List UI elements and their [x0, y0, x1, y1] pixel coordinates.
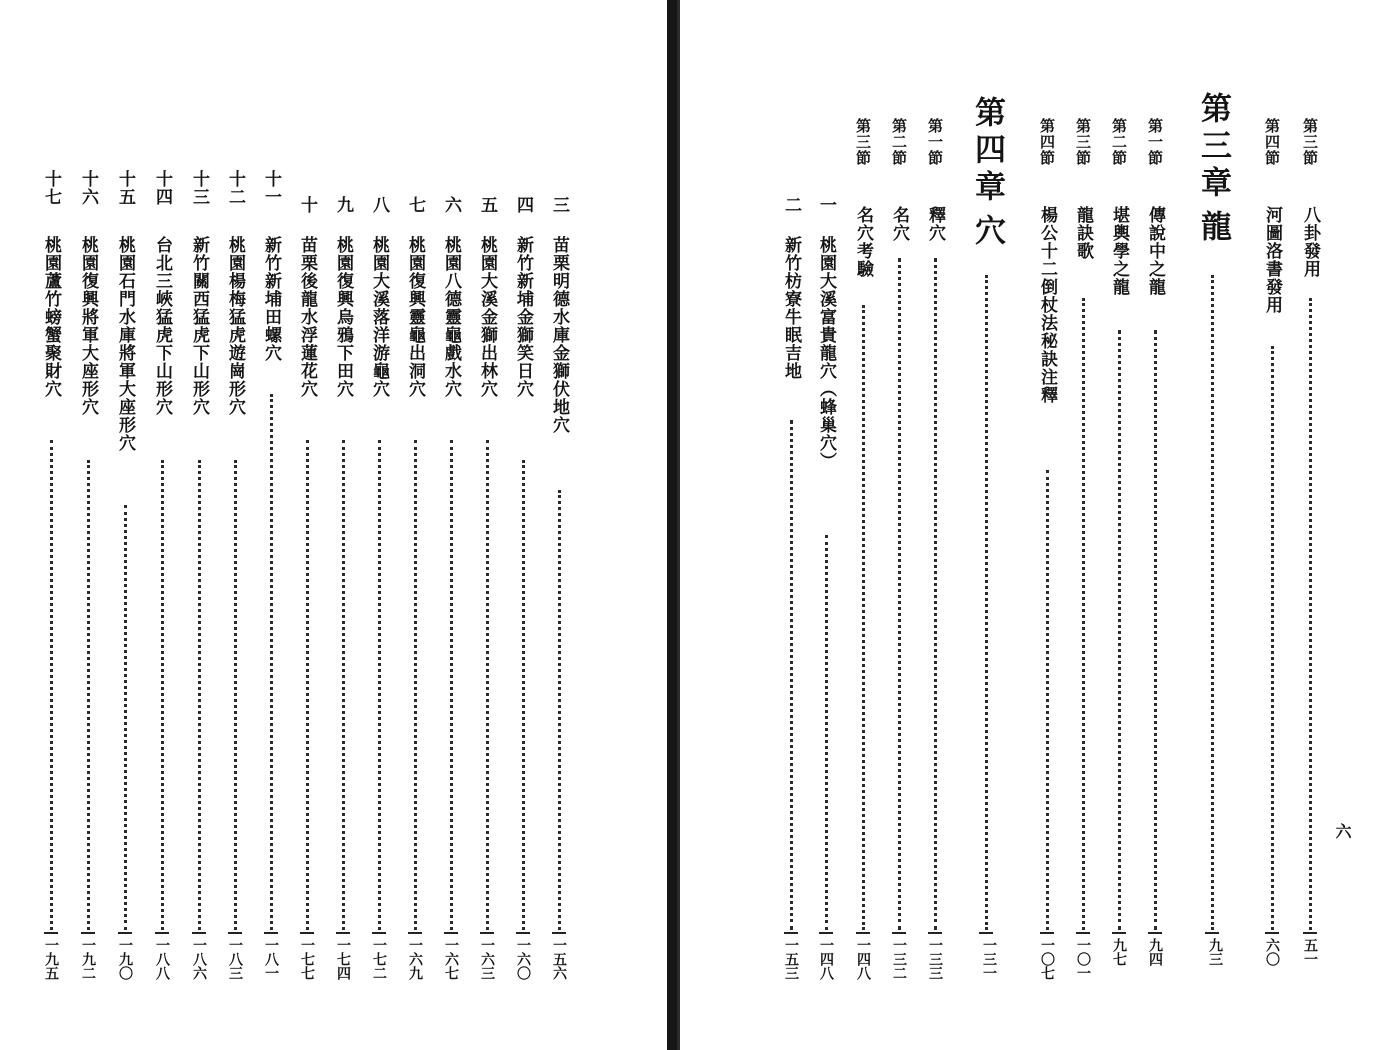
page-number: 一〇一 [1075, 938, 1091, 980]
leader-dots [934, 258, 937, 930]
item-number: 一 [816, 196, 836, 214]
section-title: 龍訣歌 [1073, 206, 1093, 260]
item-number: 十五 [115, 170, 135, 206]
section-title: 楊公十二倒杖法秘訣注釋 [1037, 206, 1057, 404]
leader-end-mark [118, 932, 132, 934]
item-number: 六 [441, 196, 461, 214]
item-title: 桃園復興將軍大座形穴 [78, 236, 98, 416]
item-title: 桃園大溪金獅出林穴 [477, 236, 497, 398]
leader-dots [198, 460, 201, 930]
toc-entry-ch3-sec4[interactable] [1257, 0, 1287, 1050]
toc-entry-ch4-sec2[interactable] [884, 0, 914, 1050]
leader-dots [124, 505, 127, 930]
section-label: 第二節 [1110, 118, 1128, 166]
toc-entry-item-3[interactable] [544, 0, 574, 1050]
section-label: 第一節 [1146, 118, 1164, 166]
leader-dots [1118, 330, 1121, 930]
toc-entry-item-6[interactable] [436, 0, 466, 1050]
leader-end-mark [155, 932, 169, 934]
section-label: 第三節 [1074, 118, 1092, 166]
leader-dots [234, 460, 237, 930]
leader-end-mark [1265, 932, 1279, 934]
item-number: 九 [333, 196, 353, 214]
section-label: 第四節 [1038, 118, 1056, 166]
leader-end-mark [228, 932, 242, 934]
chapter3-heading[interactable] [1194, 0, 1230, 1050]
leader-dots [1082, 298, 1085, 930]
toc-entry-item-14[interactable] [147, 0, 177, 1050]
toc-entry-ch4-sec3[interactable] [848, 0, 878, 1050]
section-label: 第三節 [854, 118, 872, 166]
chapter-label: 第四章 [969, 96, 1005, 207]
chapter-label: 第三章 [1195, 92, 1231, 203]
item-number: 三 [549, 196, 569, 214]
toc-entry-item-9[interactable] [328, 0, 358, 1050]
page-number: 一三三 [927, 938, 943, 980]
leader-end-mark [300, 932, 314, 934]
leader-dots [50, 440, 53, 930]
section-title: 河圖洛書發用 [1262, 206, 1282, 314]
page-number: 一六七 [443, 938, 459, 980]
section-title: 傳說中之龍 [1145, 206, 1165, 296]
item-number: 十一 [261, 170, 281, 206]
item-title: 苗栗後龍水浮蓮花穴 [297, 236, 317, 398]
book-spine [663, 0, 686, 1050]
section-label: 第四節 [1263, 118, 1281, 166]
leader-end-mark [44, 932, 58, 934]
item-title: 台北三峽猛虎下山形穴 [152, 236, 172, 416]
leader-dots [522, 460, 525, 930]
page-number: 一五六 [551, 938, 567, 980]
toc-entry-item-5[interactable] [472, 0, 502, 1050]
toc-entry-item-4[interactable] [508, 0, 538, 1050]
section-label: 第二節 [890, 118, 908, 166]
item-title: 桃園石門水庫將軍大座形穴 [115, 236, 135, 452]
page-number: 一六〇 [515, 938, 531, 980]
leader-end-mark [979, 932, 993, 934]
page-number: 九七 [1111, 938, 1127, 966]
toc-entry-item-13[interactable] [184, 0, 214, 1050]
item-title: 桃園復興烏鴉下田穴 [333, 236, 353, 398]
section-title: 八卦發用 [1300, 206, 1320, 278]
leader-end-mark [1148, 932, 1162, 934]
toc-entry-ch4-item1[interactable] [811, 0, 841, 1050]
section-title: 名穴考驗 [853, 206, 873, 278]
leader-end-mark [408, 932, 422, 934]
leader-dots [898, 258, 901, 930]
leader-dots [1309, 298, 1312, 930]
toc-entry-ch3-sec3[interactable] [1068, 0, 1098, 1050]
chapter4-heading[interactable] [968, 0, 1004, 1050]
item-number: 十六 [78, 170, 98, 206]
toc-entry-ch3-sec4[interactable] [1032, 0, 1062, 1050]
section-label: 第三節 [1301, 118, 1319, 166]
toc-entry-ch4-item2[interactable] [776, 0, 806, 1050]
page-number: 一三一 [981, 938, 997, 980]
item-title: 桃園大溪富貴龍穴（蜂巢穴） [816, 236, 836, 470]
leader-dots [378, 440, 381, 930]
item-number: 十四 [152, 170, 172, 206]
page-number: 一六九 [407, 938, 423, 980]
page-number: 一四八 [855, 938, 871, 980]
leader-dots [985, 275, 988, 930]
item-number: 七 [405, 196, 425, 214]
item-number: 四 [513, 196, 533, 214]
chapter-title: 穴 [969, 214, 1005, 251]
leader-dots [862, 305, 865, 930]
item-title: 桃園大溪落洋游龜穴 [369, 236, 389, 398]
item-title: 新竹新埔田螺穴 [261, 236, 281, 362]
page-number: 一九五 [43, 938, 59, 980]
leader-end-mark [372, 932, 386, 934]
leader-dots [558, 490, 561, 930]
section-title: 名穴 [889, 206, 909, 242]
leader-end-mark [1112, 932, 1126, 934]
toc-entry-item-15[interactable] [110, 0, 140, 1050]
item-title: 桃園八德靈龜戲水穴 [441, 236, 461, 398]
leader-end-mark [784, 932, 798, 934]
item-title: 新竹關西猛虎下山形穴 [189, 236, 209, 416]
item-number: 二 [781, 196, 801, 214]
leader-dots [1271, 346, 1274, 930]
toc-entry-item-12[interactable] [220, 0, 250, 1050]
page-number: 一八一 [263, 938, 279, 980]
item-number: 十二 [225, 170, 245, 206]
leader-dots [1154, 330, 1157, 930]
leader-dots [790, 420, 793, 930]
item-title: 桃園楊梅猛虎遊崗形穴 [225, 236, 245, 416]
item-number: 十七 [41, 170, 61, 206]
leader-end-mark [336, 932, 350, 934]
leader-end-mark [516, 932, 530, 934]
toc-entry-ch4-sec1[interactable] [920, 0, 950, 1050]
leader-dots [450, 440, 453, 930]
item-number: 八 [369, 196, 389, 214]
leader-dots [270, 394, 273, 930]
leader-end-mark [1303, 932, 1317, 934]
leader-end-mark [892, 932, 906, 934]
leader-dots [825, 535, 828, 930]
item-title: 桃園蘆竹螃蟹聚財穴 [41, 236, 61, 398]
leader-dots [486, 440, 489, 930]
leader-end-mark [1205, 932, 1219, 934]
page-number: 五一 [1302, 938, 1318, 966]
item-title: 桃園復興靈龜出洞穴 [405, 236, 425, 398]
leader-end-mark [264, 932, 278, 934]
section-label: 第一節 [926, 118, 944, 166]
leader-end-mark [928, 932, 942, 934]
page-number: 一九〇 [117, 938, 133, 980]
toc-entry-ch3-sec1[interactable] [1140, 0, 1170, 1050]
chapter-title: 龍 [1195, 210, 1231, 247]
leader-end-mark [81, 932, 95, 934]
page-number: 九四 [1147, 938, 1163, 966]
toc-entry-ch3-sec3[interactable] [1295, 0, 1325, 1050]
leader-end-mark [552, 932, 566, 934]
toc-entry-item-8[interactable] [364, 0, 394, 1050]
page-number: 一八三 [227, 938, 243, 980]
page-number: 一三二 [891, 938, 907, 980]
toc-entry-item-7[interactable] [400, 0, 430, 1050]
section-title: 堪輿學之龍 [1109, 206, 1129, 296]
section-title: 釋穴 [925, 206, 945, 242]
leader-dots [306, 440, 309, 930]
page-number: 六〇 [1264, 938, 1280, 966]
item-title: 新竹新埔金獅笑日穴 [513, 236, 533, 398]
page-number: 九三 [1207, 938, 1223, 966]
leader-end-mark [1040, 932, 1054, 934]
toc-entry-item-16[interactable] [73, 0, 103, 1050]
item-number: 五 [477, 196, 497, 214]
toc-entry-ch3-sec2[interactable] [1104, 0, 1134, 1050]
leader-dots [342, 440, 345, 930]
page-number: 一四八 [818, 938, 834, 980]
leader-dots [414, 440, 417, 930]
page-number: 一七四 [335, 938, 351, 980]
leader-end-mark [192, 932, 206, 934]
page-number: 一九二 [80, 938, 96, 980]
page-number: 一〇七 [1039, 938, 1055, 980]
leader-end-mark [444, 932, 458, 934]
page-number: 一七二 [371, 938, 387, 980]
item-number: 十 [297, 196, 317, 214]
item-number: 十三 [189, 170, 209, 206]
page-number: 一五三 [783, 938, 799, 980]
page-number: 一七七 [299, 938, 315, 980]
page-number: 一八八 [154, 938, 170, 980]
page-folio-number: 六 [1333, 823, 1352, 839]
leader-end-mark [819, 932, 833, 934]
leader-dots [161, 460, 164, 930]
leader-end-mark [1076, 932, 1090, 934]
toc-entry-item-17[interactable] [36, 0, 66, 1050]
leader-dots [87, 460, 90, 930]
toc-entry-item-10[interactable] [292, 0, 322, 1050]
leader-dots [1046, 470, 1049, 930]
item-title: 新竹枋寮牛眠吉地 [781, 236, 801, 380]
leader-dots [1211, 275, 1214, 930]
page-number: 一六三 [479, 938, 495, 980]
page-number: 一八六 [191, 938, 207, 980]
item-title: 苗栗明德水庫金獅伏地穴 [549, 236, 569, 434]
leader-end-mark [856, 932, 870, 934]
toc-entry-item-11[interactable] [256, 0, 286, 1050]
leader-end-mark [480, 932, 494, 934]
